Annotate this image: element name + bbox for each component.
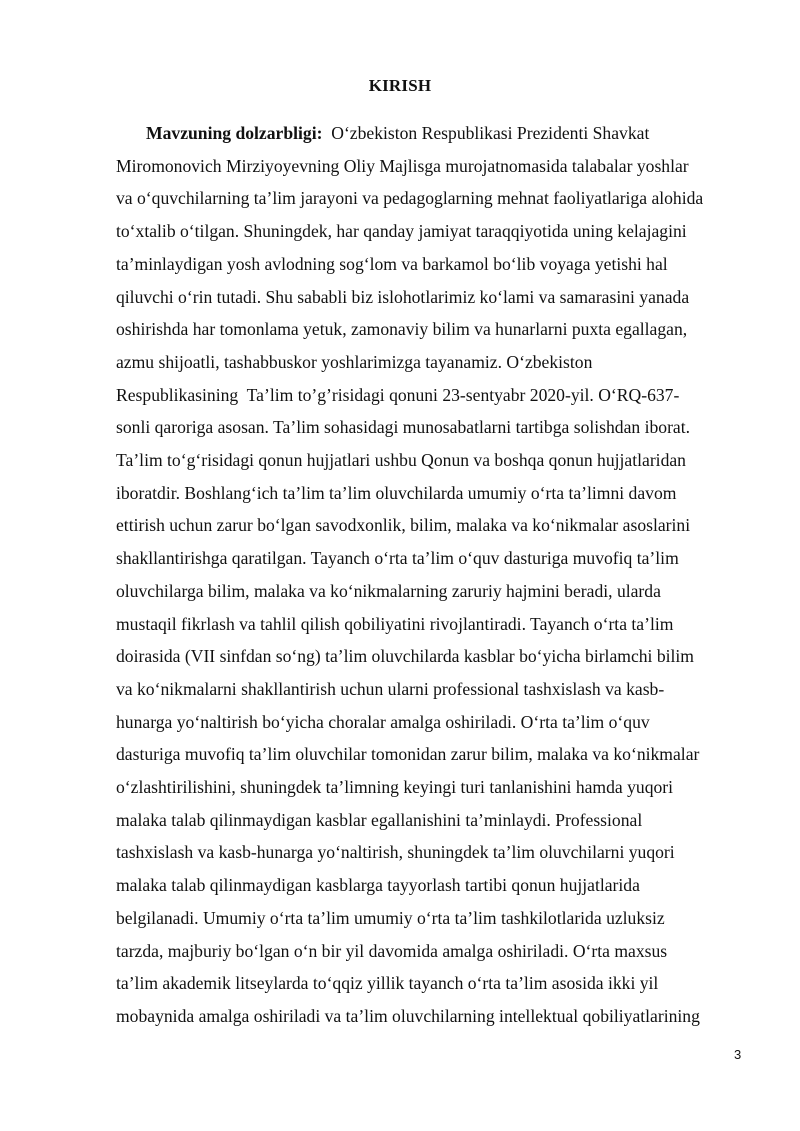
paragraph-line: belgilanadi. Umumiy o‘rta ta’lim umumiy o‘rta ta’lim tashkilotlarida uzluksiz — [116, 907, 665, 928]
paragraph-line: tarzda, majburiy bo‘lgan o‘n bir yil davomida amalga oshiriladi. O‘rta maxsus — [116, 940, 668, 961]
paragraph-line: to‘xtalib o‘tilgan. Shuningdek, har qanday jamiyat taraqqiyotida uning kelajagini — [116, 221, 687, 242]
paragraph-line: oluvchilarga bilim, malaka va ko‘nikmalarning zaruriy hajmini beradi, ularda — [116, 580, 661, 601]
paragraph-line: o‘zlashtirilishini, shuningdek ta’limning keyingi turi tanlanishini hamda yuqori — [116, 777, 674, 798]
paragraph-line: shakllantirishga qaratilgan. Tayanch o‘rta ta’lim o‘quv dasturiga muvofiq ta’lim — [116, 548, 679, 569]
paragraph-line: mustaqil fikrlash va tahlil qilish qobiliyatini rivojlantiradi. Tayanch o‘rta ta’lim — [116, 613, 674, 634]
paragraph-line: dasturiga muvofiq ta’lim oluvchilar tomonidan zarur bilim, malaka va ko‘nikmalar — [116, 744, 700, 765]
paragraph-line: ta’lim akademik litseylarda to‘qqiz yillik tayanch o‘rta ta’lim asosida ikki yil — [116, 973, 659, 994]
paragraph-line: qiluvchi o‘rin tutadi. Shu sababli biz islohotlarimiz ko‘lami va samarasini yanada — [116, 286, 690, 307]
paragraph-line: malaka talab qilinmaydigan kasblarga tayyorlash tartibi qonun hujjatlarida — [116, 875, 640, 896]
paragraph-line: azmu shijoatli, tashabbuskor yoshlarimizga tayanamiz. O‘zbekiston — [116, 351, 593, 372]
paragraph-line: oshirishda har tomonlama yetuk, zamonaviy bilim va hunarlarni puxta egallagan, — [116, 319, 688, 340]
paragraph-line: O‘zbekiston Respublikasi Prezidenti Shavkat — [322, 123, 650, 143]
lead-phrase: Mavzuning dolzarbligi: — [146, 123, 323, 143]
paragraph-line: iboratdir. Boshlang‘ich ta’lim ta’lim oluvchilarda umumiy o‘rta ta’limni davom — [116, 482, 677, 503]
paragraph-line: Respublikasining Ta’lim to’g’risidagi qonuni 23-sentyabr 2020-yil. O‘RQ-637- — [116, 384, 680, 405]
paragraph-line: Ta’lim to‘g‘risidagi qonun hujjatlari ushbu Qonun va boshqa qonun hujjatlaridan — [116, 450, 686, 471]
paragraph-line: ta’minlaydigan yosh avlodning sog‘lom va barkamol bo‘lib voyaga yetishi hal — [116, 253, 668, 274]
paragraph-line: ettirish uchun zarur bo‘lgan savodxonlik, bilim, malaka va ko‘nikmalar asoslarini — [116, 515, 691, 536]
section-title: KIRISH — [368, 76, 432, 95]
paragraph-line: mobaynida amalga oshiriladi va ta’lim oluvchilarning intellektual qobiliyatlarining — [116, 1005, 700, 1026]
paragraph-line: va o‘quvchilarning ta’lim jarayoni va pedagoglarning mehnat faoliyatlariga alohida — [116, 188, 704, 209]
paragraph-line: Miromonovich Mirziyoyevning Oliy Majlisga murojatnomasida talabalar yoshlar — [116, 155, 689, 176]
paragraph-line-first — [116, 117, 746, 150]
body-paragraph — [116, 117, 746, 1033]
paragraph-line: malaka talab qilinmaydigan kasblar egallanishini ta’minlaydi. Professional — [116, 809, 643, 830]
paragraph-line: tashxislash va kasb-hunarga yo‘naltirish, shuningdek ta’lim oluvchilarni yuqori — [116, 842, 675, 863]
page-number: 3 — [734, 1047, 742, 1062]
paragraph-line: hunarga yo‘naltirish bo‘yicha choralar amalga oshiriladi. O‘rta ta’lim o‘quv — [116, 711, 650, 732]
paragraph-line: va ko‘nikmalarni shakllantirish uchun ularni professional tashxislash va kasb- — [116, 678, 665, 699]
paragraph-line: sonli qaroriga asosan. Ta’lim sohasidagi munosabatlarni tartibga solishdan iborat. — [116, 417, 691, 438]
paragraph-line: doirasida (VII sinfdan so‘ng) ta’lim oluvchilarda kasblar bo‘yicha birlamchi bilim — [116, 646, 694, 667]
